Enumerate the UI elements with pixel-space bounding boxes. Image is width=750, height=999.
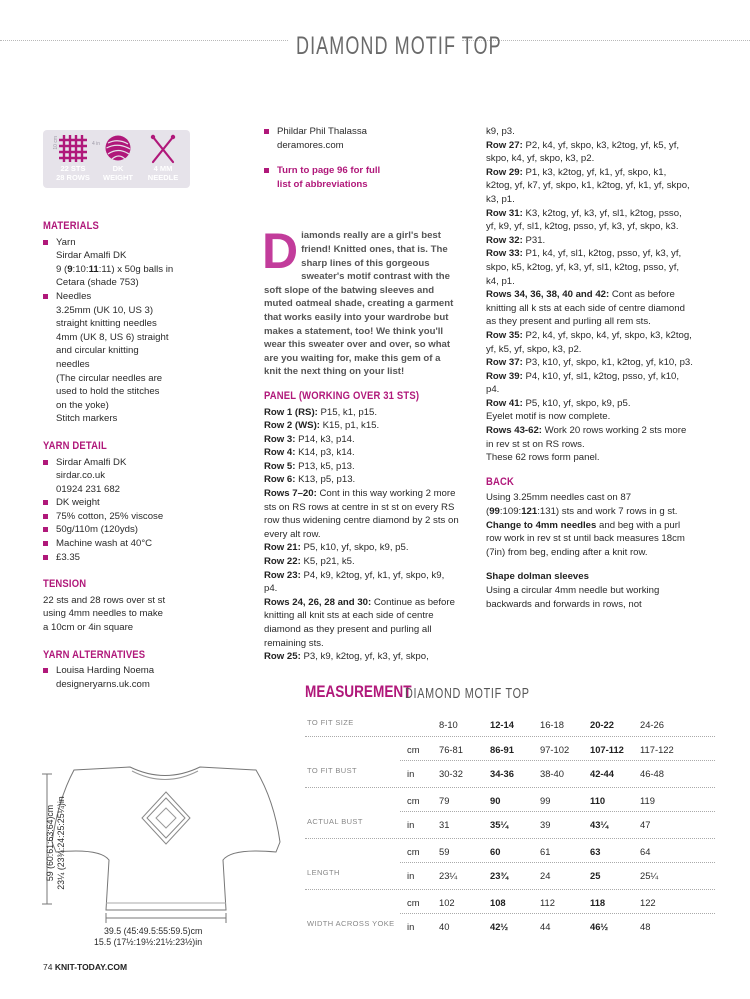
pattern-row: Rows 7–20: Cont in this way working 2 more sts on RS rows at centre in st st on every RS row thus widening centre diamond by 2 sts on every alt row. [264, 488, 459, 540]
table-row: LENGTH cm 59 60 61 63 64 [305, 838, 715, 862]
list-item: Louisa Harding Noema designeryarns.uk.com [43, 664, 233, 691]
back-heading: BACK [486, 475, 515, 488]
pattern-column-2 [264, 125, 460, 664]
gauge-grid-icon [53, 134, 93, 167]
table-row: in 40 42½ 44 46½ 48 [400, 913, 715, 937]
pattern-row: Row 25: P3, k9, k2tog, yf, k3, yf, skpo, [264, 651, 429, 663]
pattern-row: Row 37: P3, k10, yf, skpo, k1, k2tog, yf, k10, p3. [486, 357, 693, 369]
needle-caption: 4 MM NEEDLE [147, 164, 179, 182]
back-paragraph: Using 3.25mm needles cast on 87 (99:109:121:131) sts and work 7 rows in g st. [486, 492, 678, 518]
pattern-row: Rows 34, 36, 38, 40 and 42: Cont as before knitting all k sts at each side of centre diamond as they present and purling all rem sts. [486, 289, 685, 328]
list-item: Yarn Sirdar Amalfi DK 9 (9:10:11:11) x 50g balls in Cetara (shade 753) [43, 236, 233, 290]
pattern-row: Row 39: P4, k10, yf, sl1, k2tog, psso, yf, k10, p4. [486, 370, 680, 396]
table-row: WIDTH ACROSS YOKE cm 102 108 112 118 122 [305, 889, 715, 913]
pattern-row: Row 5: P13, k5, p13. [264, 460, 355, 472]
pattern-row: Row 2 (WS): K15, p1, k15. [264, 420, 380, 432]
page-folio: 74 KNIT-TODAY.COM [43, 962, 128, 972]
yarn-ball-icon [98, 134, 138, 167]
panel-rows [264, 406, 460, 664]
pattern-row: Row 22: K5, p21, k5. [264, 556, 355, 568]
swatch-top-label: 4 in [92, 141, 101, 147]
intro-paragraph: Diamonds really are a girl's best friend! Knitted ones, that is. The sharp lines of this gorgeous sweater's motif contrast with the soft slope of the batwing sleeves and muted oatmeal shade, creating a garment that works easily into your wardrobe but makes a statement, too! We think you'll wear this sweater over and over, so what are you waiting for, make this gem of a knit the next thing on your list! [262, 223, 454, 378]
pattern-row: Row 35: P2, k4, yf, skpo, k4, yf, skpo, k3, k2tog, yf, k5, yf, skpo, k3, p2. [486, 329, 692, 355]
width-label: 39.5 (45:49.5:55:59.5)cm 15.5 (17½:19½:21½:23½)in [94, 926, 203, 947]
pattern-row: These 62 rows form panel. [486, 452, 600, 464]
table-row: TO FIT SIZE 8-10 12-14 16-18 20-22 24-26 [307, 718, 664, 730]
height-label: 59 (60:61:63:64)cm 23¼ (23¾:24:25:25¼)in [45, 796, 66, 890]
pattern-info-box [43, 130, 190, 188]
list-item: Phildar Phil Thalassa deramores.com [264, 125, 460, 152]
list-item: £3.35 [43, 551, 233, 565]
top-rule-right [462, 40, 750, 41]
pattern-row: Row 31: K3, k2tog, yf, k3, yf, sl1, k2tog, psso, yf, k9, yf, sl1, k2tog, psso, yf, k3, yf, skpo, k3. [486, 207, 682, 233]
list-item: Sirdar Amalfi DK sirdar.co.uk 01924 231 682 [43, 456, 233, 497]
pattern-row: Row 6: K13, p5, p13. [264, 474, 356, 486]
pattern-row: Rows 24, 26, 28 and 30: Continue as before knitting all knit sts at each side of centre diamond as they present and purling all remaining sts. [264, 596, 455, 649]
panel-heading: PANEL (WORKING OVER 31 STS) [264, 389, 420, 402]
pattern-row: Row 32: P31. [486, 234, 546, 246]
pattern-row: Row 27: P2, k4, yf, skpo, k3, k2tog, yf, k5, yf, skpo, k4, yf, skpo, k3, p2. [486, 139, 680, 165]
pattern-row: Row 41: P5, k10, yf, skpo, k9, p5. [486, 397, 631, 409]
list-item: Needles 3.25mm (UK 10, US 3) straight knitting needles 4mm (UK 8, US 6) straight and circular knitting needles (The circular needles are used to hold the stitches on the yoke) Stitch markers [43, 290, 233, 426]
pattern-row: Row 4: K14, p3, k14. [264, 447, 355, 459]
tension-text: 22 sts and 28 rows over st st using 4mm needles to make a 10cm or 4in square [43, 594, 166, 634]
top-rule-left [0, 40, 288, 41]
yarn-alternatives-heading: YARN ALTERNATIVES [43, 648, 146, 661]
swatch-side-label: 10 cm [53, 136, 59, 150]
yarn-alternatives-list [43, 664, 233, 691]
yarn-detail-list [43, 456, 233, 565]
gauge-caption: 22 STS 28 ROWS [56, 164, 90, 182]
weight-caption: DK WEIGHT [103, 164, 133, 182]
shape-heading: Shape dolman sleeves [486, 571, 589, 583]
materials-heading: MATERIALS [43, 220, 100, 232]
yarn-detail-heading: YARN DETAIL [43, 439, 107, 452]
pattern-row: Row 29: P1, k3, k2tog, yf, k1, yf, skpo, k1, k2tog, yf, k7, yf, skpo, k1, k2tog, yf, k1, yf, skpo, k3, p1. [486, 166, 690, 205]
back-paragraph-2: Change to 4mm needles and beg with a purl row work in rev st st until back measures 18cm (7in) from beg, ending after a knit row. [486, 519, 685, 558]
list-item: Machine wash at 40°C [43, 537, 233, 551]
page-title: DIAMOND MOTIF TOP [296, 32, 502, 60]
pattern-row: Row 3: P14, k3, p14. [264, 433, 355, 445]
materials-column [43, 220, 233, 691]
drop-cap: D [262, 223, 299, 280]
list-item: 75% cotton, 25% viscose [43, 510, 233, 524]
table-row: in 30-32 34-36 38-40 42-44 46-48 [400, 760, 715, 784]
table-row: ACTUAL BUST cm 79 90 99 110 119 [305, 787, 715, 811]
measurement-title: MEASUREMENT DIAMOND MOTIF TOP [305, 682, 530, 702]
pattern-row: Row 21: P5, k10, yf, skpo, k9, p5. [264, 542, 409, 554]
table-row: in 23¼ 23¾ 24 25 25¼ [400, 862, 715, 886]
table-row: in 31 35¼ 39 43¼ 47 [400, 811, 715, 835]
pattern-row: Row 1 (RS): P15, k1, p15. [264, 406, 378, 418]
pattern-row: k9, p3. [486, 126, 515, 137]
tension-heading: TENSION [43, 578, 87, 591]
garment-diagram [20, 760, 300, 990]
materials-list [43, 236, 233, 426]
abbreviations-note: Turn to page 96 for full list of abbreviations [264, 164, 460, 191]
pattern-row: Eyelet motif is now complete. [486, 411, 611, 423]
pattern-row: Row 33: P1, k4, yf, sl1, k2tog, psso, yf, k3, yf, skpo, k5, k2tog, yf, k3, yf, sl1, k2tog, psso, yf, k4, p1. [486, 248, 682, 287]
shape-paragraph: Using a circular 4mm needle but working backwards and forwards in rows, not [486, 585, 660, 610]
list-item: DK weight [43, 496, 233, 510]
list-item: 50g/110m (120yds) [43, 523, 233, 537]
pattern-column-3 [486, 125, 694, 611]
pattern-row: Rows 43-62: Work 20 rows working 2 sts more in rev st st on RS rows. [486, 425, 687, 450]
table-row: TO FIT BUST cm 76-81 86-91 97-102 107-112 117-122 [305, 736, 715, 760]
pattern-row: Row 23: P4, k9, k2tog, yf, k1, yf, skpo, k9, p4. [264, 569, 445, 595]
